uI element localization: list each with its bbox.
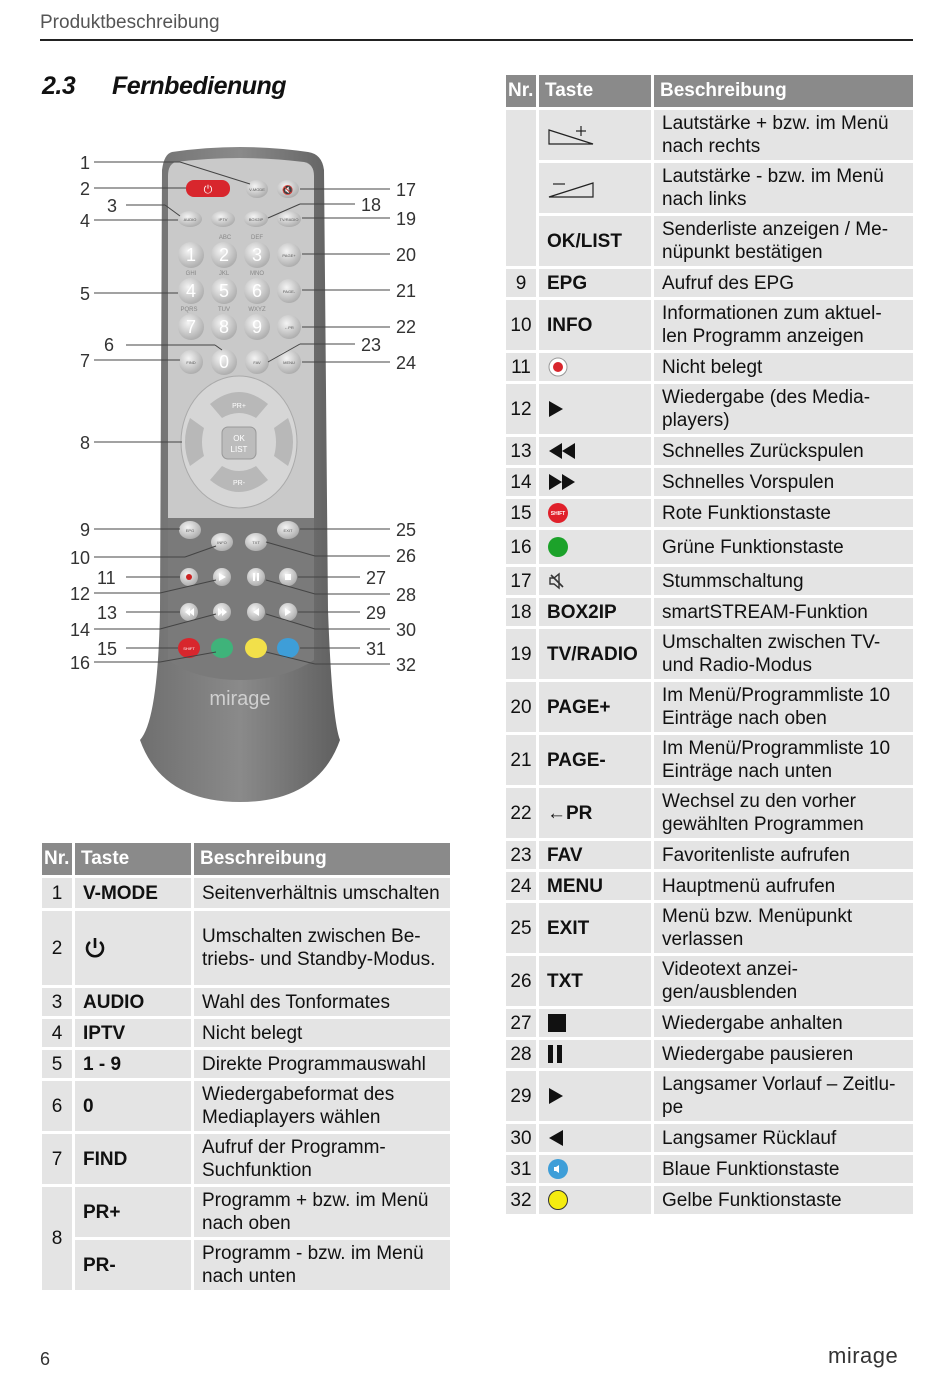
row-key <box>539 437 651 465</box>
callout-27: 27 <box>366 568 387 588</box>
table-row <box>506 629 913 679</box>
find-key[interactable] <box>179 350 203 374</box>
row-nr: 22 <box>506 788 536 838</box>
pr-back-label: ←PR <box>284 325 294 330</box>
callout-20: 20 <box>396 245 417 265</box>
menu-key-label: MENU <box>283 360 295 365</box>
mno-label: MNO <box>250 271 264 277</box>
row-key <box>539 567 651 595</box>
row-desc: Langsamer Vorlauf – Zeitlu-pe <box>654 1071 913 1121</box>
row-desc: Seitenverhältnis umschalten <box>194 878 450 908</box>
row-nr: 13 <box>506 437 536 465</box>
callout-8: 8 <box>80 433 91 453</box>
row-nr: 1 <box>42 878 72 908</box>
table-row <box>42 1019 450 1047</box>
slow-forward-icon <box>547 1086 565 1106</box>
digit-7-label: 7 <box>185 317 197 337</box>
volume-up-icon <box>547 122 599 148</box>
row-key: TV/RADIO <box>539 629 651 679</box>
remote-illustration <box>70 140 430 810</box>
table-row <box>506 468 913 496</box>
box2ip-key-label: BOX2IP <box>248 217 264 222</box>
row-desc: Im Menü/Programmliste 10 Einträge nach oben <box>654 682 913 732</box>
menu-key[interactable] <box>277 350 301 374</box>
table-row <box>506 872 913 900</box>
table-row <box>506 499 913 527</box>
green-dot-icon <box>547 536 569 558</box>
row-desc: Programm + bzw. im Menü nach oben <box>194 1187 450 1237</box>
vmode-key[interactable] <box>246 180 268 198</box>
digit-5-key[interactable] <box>211 278 237 304</box>
digit-9-label: 9 <box>251 317 263 337</box>
callout-18: 18 <box>361 195 382 215</box>
row-nr: 18 <box>506 598 536 626</box>
table-row <box>506 598 913 626</box>
table-row <box>42 1240 450 1290</box>
row-desc: Im Menü/Programmliste 10 Einträge nach unten <box>654 735 913 785</box>
row-desc: Wahl des Tonformates <box>194 988 450 1016</box>
row-key: V-MODE <box>75 878 191 908</box>
row-key: PR+ <box>75 1187 191 1237</box>
row-desc: Nicht belegt <box>654 353 913 381</box>
row-desc: Schnelles Vorspulen <box>654 468 913 496</box>
exit-key-label: EXIT <box>283 528 293 533</box>
row-desc: Wiedergabe pausieren <box>654 1040 913 1068</box>
table-row <box>506 353 913 381</box>
callout-23: 23 <box>361 335 382 355</box>
row-key <box>539 468 651 496</box>
iptv-key[interactable] <box>211 211 235 227</box>
callout-17: 17 <box>396 180 417 200</box>
record-key[interactable] <box>180 568 198 586</box>
record-icon <box>547 356 569 378</box>
callout-22: 22 <box>396 317 417 337</box>
digit-9-key[interactable] <box>244 314 270 340</box>
table-row <box>506 216 913 266</box>
row-nr: 31 <box>506 1155 536 1183</box>
col-header-desc: Beschreibung <box>194 843 450 875</box>
stop-icon <box>547 1013 567 1033</box>
col-header-desc: Beschreibung <box>654 75 913 107</box>
row-key: FAV <box>539 841 651 869</box>
digit-3-key[interactable] <box>244 242 270 268</box>
digit-0-key[interactable] <box>211 349 237 375</box>
table-row <box>506 682 913 732</box>
green-key[interactable] <box>211 638 233 658</box>
row-key <box>539 353 651 381</box>
row-key: PAGE+ <box>539 682 651 732</box>
table-row <box>506 788 913 838</box>
row-nr: 11 <box>506 353 536 381</box>
abc-label: ABC <box>218 235 232 241</box>
ghi-label: GHI <box>185 271 197 277</box>
digit-7-key[interactable] <box>178 314 204 340</box>
row-nr: 12 <box>506 384 536 434</box>
row-key: OK/LIST <box>539 216 651 266</box>
yellow-key[interactable] <box>245 638 267 658</box>
callout-10: 10 <box>70 548 91 568</box>
remote-brand-logo: mirage <box>209 688 271 710</box>
row-desc: Blaue Funktionstaste <box>654 1155 913 1183</box>
row-nr: 8 <box>42 1187 72 1290</box>
row-desc: Aufruf des EPG <box>654 269 913 297</box>
row-key: TXT <box>539 956 651 1006</box>
txt-key-label: TXT <box>252 540 260 545</box>
row-desc: Menü bzw. Menüpunkt verlassen <box>654 903 913 953</box>
callout-12: 12 <box>70 584 91 604</box>
row-nr: 29 <box>506 1071 536 1121</box>
row-desc: Wiedergabe anhalten <box>654 1009 913 1037</box>
table-row <box>506 1009 913 1037</box>
callout-3: 3 <box>107 196 118 216</box>
row-key <box>539 530 651 564</box>
yellow-dot-icon <box>547 1189 569 1211</box>
svg-text:⏻: ⏻ <box>203 184 213 196</box>
digit-3-label: 3 <box>251 245 263 265</box>
table-row <box>506 735 913 785</box>
row-nr: 14 <box>506 468 536 496</box>
row-nr: 16 <box>506 530 536 564</box>
col-header-nr: Nr. <box>506 75 536 107</box>
svg-text:🔇: 🔇 <box>282 185 294 195</box>
play-key[interactable] <box>213 568 231 586</box>
table-row <box>506 530 913 564</box>
def-label: DEF <box>251 235 263 241</box>
slow-reverse-icon <box>547 1128 565 1148</box>
row-desc: Nicht belegt <box>194 1019 450 1047</box>
row-key: EPG <box>539 269 651 297</box>
exit-key[interactable] <box>277 521 299 539</box>
row-nr: 17 <box>506 567 536 595</box>
row-desc: Direkte Programmauswahl <box>194 1050 450 1078</box>
table-header-row <box>42 843 450 875</box>
table-row <box>42 911 450 985</box>
row-nr: 6 <box>42 1081 72 1131</box>
row-key: 0 <box>75 1081 191 1131</box>
callout-28: 28 <box>396 585 417 605</box>
pqrs-label: PQRS <box>180 307 198 313</box>
table-row <box>506 903 913 953</box>
table-row <box>506 300 913 350</box>
pause-key[interactable] <box>247 568 265 586</box>
header-rule <box>40 39 913 41</box>
key-table-left <box>39 840 453 1293</box>
table-row <box>42 1134 450 1184</box>
pr-back-key[interactable] <box>277 315 301 339</box>
callout-19: 19 <box>396 209 417 229</box>
table-row <box>42 878 450 908</box>
digit-1-key[interactable] <box>178 242 204 268</box>
slow-reverse-key[interactable] <box>247 603 265 621</box>
digit-2-key[interactable] <box>211 242 237 268</box>
row-desc: Wechsel zu den vorher gewählten Programmen <box>654 788 913 838</box>
row-nr: 27 <box>506 1009 536 1037</box>
row-key <box>539 1009 651 1037</box>
digit-6-key[interactable] <box>244 278 270 304</box>
table-row <box>506 1186 913 1214</box>
volume-down-icon <box>547 175 599 201</box>
row-nr: 26 <box>506 956 536 1006</box>
row-key: BOX2IP <box>539 598 651 626</box>
row-nr: 32 <box>506 1186 536 1214</box>
page-minus-key[interactable] <box>277 279 301 303</box>
play-icon <box>547 399 565 419</box>
callout-9: 9 <box>80 520 91 540</box>
row-nr: 15 <box>506 499 536 527</box>
table-row <box>506 269 913 297</box>
rewind-key[interactable] <box>180 603 198 621</box>
row-nr: 20 <box>506 682 536 732</box>
callout-32: 32 <box>396 655 417 675</box>
callout-5: 5 <box>80 284 91 304</box>
fast-forward-key[interactable] <box>213 603 231 621</box>
ok-list-key[interactable] <box>222 427 256 459</box>
section-heading <box>42 72 286 101</box>
tuv-label: TUV <box>218 307 230 313</box>
row-key <box>539 163 651 213</box>
ok-key-label: OK <box>233 434 245 443</box>
running-header: Produktbeschreibung <box>40 12 220 33</box>
row-key: ←PR <box>539 788 651 838</box>
callout-11: 11 <box>97 568 116 588</box>
callout-16: 16 <box>70 653 91 673</box>
fast-forward-icon <box>547 472 577 492</box>
callout-15: 15 <box>97 639 118 659</box>
row-desc: Aufruf der Programm-Suchfunktion <box>194 1134 450 1184</box>
row-nr <box>506 110 536 266</box>
power-icon <box>83 936 107 960</box>
table-row <box>506 567 913 595</box>
col-header-nr: Nr. <box>42 843 72 875</box>
row-nr: 4 <box>42 1019 72 1047</box>
row-key <box>539 1124 651 1152</box>
section-number: 2.3 <box>42 72 76 100</box>
callout-1: 1 <box>80 153 91 173</box>
table-row <box>506 1155 913 1183</box>
row-key: EXIT <box>539 903 651 953</box>
digit-4-label: 4 <box>185 281 197 301</box>
row-key <box>539 1155 651 1183</box>
info-key-label: INFO <box>217 540 227 545</box>
row-key: MENU <box>539 872 651 900</box>
row-key <box>75 911 191 985</box>
brand-logo: mirage <box>828 1343 899 1368</box>
row-nr: 30 <box>506 1124 536 1152</box>
row-nr: 23 <box>506 841 536 869</box>
digit-0-label: 0 <box>218 352 230 372</box>
digit-8-key[interactable] <box>211 314 237 340</box>
navigation-cluster <box>181 376 297 508</box>
row-desc: Informationen zum aktuel-len Programm anzeigen <box>654 300 913 350</box>
digit-4-key[interactable] <box>178 278 204 304</box>
callout-24: 24 <box>396 353 417 373</box>
row-desc: Grüne Funktionstaste <box>654 530 913 564</box>
fav-key-label: FAV <box>253 360 261 365</box>
mute-icon <box>547 571 567 591</box>
row-nr: 7 <box>42 1134 72 1184</box>
callout-14: 14 <box>70 620 91 640</box>
row-nr: 5 <box>42 1050 72 1078</box>
stop-key[interactable] <box>279 568 297 586</box>
row-desc: Programm - bzw. im Menü nach unten <box>194 1240 450 1290</box>
fav-key[interactable] <box>245 350 269 374</box>
vmode-key-label: V-MODE <box>249 187 265 192</box>
row-desc: Stummschaltung <box>654 567 913 595</box>
table-row <box>506 163 913 213</box>
pr-plus-label: PR+ <box>232 403 246 410</box>
jkl-label: JKL <box>218 271 230 277</box>
table-row <box>506 956 913 1006</box>
callout-30: 30 <box>396 620 417 640</box>
table-row <box>42 1187 450 1237</box>
row-nr: 25 <box>506 903 536 953</box>
page-minus-label: PAGE- <box>282 289 296 294</box>
blue-button-icon <box>547 1158 569 1180</box>
callout-26: 26 <box>396 546 417 566</box>
mute-key[interactable] <box>277 180 299 198</box>
table-row <box>506 437 913 465</box>
row-desc: Wiedergabeformat des Mediaplayers wählen <box>194 1081 450 1131</box>
table-row <box>506 1071 913 1121</box>
row-nr: 10 <box>506 300 536 350</box>
callout-6: 6 <box>104 335 115 355</box>
row-desc: Wiedergabe (des Media-players) <box>654 384 913 434</box>
table-row <box>42 1081 450 1131</box>
callout-2: 2 <box>80 179 91 199</box>
digit-8-label: 8 <box>218 317 230 337</box>
table-row <box>42 988 450 1016</box>
row-key: 1 - 9 <box>75 1050 191 1078</box>
digit-5-label: 5 <box>218 281 230 301</box>
row-key: IPTV <box>75 1019 191 1047</box>
table-row <box>506 841 913 869</box>
row-desc: Langsamer Rücklauf <box>654 1124 913 1152</box>
epg-key[interactable] <box>179 521 201 539</box>
row-desc: Umschalten zwischen TV-und Radio-Modus <box>654 629 913 679</box>
digit-2-label: 2 <box>218 245 230 265</box>
row-nr: 3 <box>42 988 72 1016</box>
red-shift-icon-label: SHIFT <box>550 511 566 518</box>
row-nr: 9 <box>506 269 536 297</box>
row-nr: 2 <box>42 911 72 985</box>
rewind-icon <box>547 441 577 461</box>
row-key: INFO <box>539 300 651 350</box>
callout-4: 4 <box>80 211 91 231</box>
audio-key[interactable] <box>178 211 202 227</box>
row-desc: Lautstärke - bzw. im Menü nach links <box>654 163 913 213</box>
table-row <box>506 1124 913 1152</box>
callout-29: 29 <box>366 603 387 623</box>
table-row <box>42 1050 450 1078</box>
row-desc: Senderliste anzeigen / Me-nüpunkt bestätigen <box>654 216 913 266</box>
callout-7: 7 <box>80 351 91 371</box>
page-plus-label: PAGE+ <box>282 253 296 258</box>
box2ip-key[interactable] <box>244 211 268 227</box>
callout-13: 13 <box>97 603 118 623</box>
list-key-label: LIST <box>230 445 248 454</box>
row-nr: 28 <box>506 1040 536 1068</box>
row-nr: 19 <box>506 629 536 679</box>
row-key <box>539 384 651 434</box>
table-row <box>506 1040 913 1068</box>
row-key <box>539 1071 651 1121</box>
col-header-key: Taste <box>75 843 191 875</box>
row-key <box>539 110 651 160</box>
info-key[interactable] <box>211 533 233 551</box>
section-title: Fernbedienung <box>112 72 287 100</box>
row-desc: Rote Funktionstaste <box>654 499 913 527</box>
row-key <box>539 499 651 527</box>
row-nr: 24 <box>506 872 536 900</box>
row-desc: Favoritenliste aufrufen <box>654 841 913 869</box>
row-desc: Gelbe Funktionstaste <box>654 1186 913 1214</box>
pause-icon <box>547 1044 565 1064</box>
row-desc: Videotext anzei-gen/ausblenden <box>654 956 913 1006</box>
red-shift-icon <box>547 502 569 524</box>
row-key: AUDIO <box>75 988 191 1016</box>
row-key <box>539 1040 651 1068</box>
row-key <box>539 1186 651 1214</box>
digit-1-label: 1 <box>185 245 197 265</box>
row-desc: smartSTREAM-Funktion <box>654 598 913 626</box>
red-key-label: SHIFT <box>183 646 195 651</box>
audio-key-label: AUDIO <box>183 217 197 222</box>
key-table-right <box>503 72 916 1217</box>
table-row <box>506 110 913 160</box>
callout-21: 21 <box>396 281 417 301</box>
row-key: PR- <box>75 1240 191 1290</box>
table-header-row <box>506 75 913 107</box>
pr-minus-label: PR- <box>232 480 246 487</box>
table-row <box>506 384 913 434</box>
power-key[interactable] <box>186 180 230 197</box>
page-number: 6 <box>40 1349 51 1369</box>
tvradio-key[interactable] <box>277 211 301 227</box>
row-nr: 21 <box>506 735 536 785</box>
iptv-key-label: IPTV <box>218 217 228 222</box>
callout-25: 25 <box>396 520 417 540</box>
txt-key[interactable] <box>245 533 267 551</box>
tvradio-key-label: TV/RADIO <box>279 217 299 222</box>
row-desc: Hauptmenü aufrufen <box>654 872 913 900</box>
row-desc: Umschalten zwischen Be-triebs- und Standby-Modus. <box>194 911 450 985</box>
row-desc: Lautstärke + bzw. im Menü nach rechts <box>654 110 913 160</box>
row-key: PAGE- <box>539 735 651 785</box>
page-plus-key[interactable] <box>277 243 301 267</box>
epg-key-label: EPG <box>185 528 195 533</box>
wxyz-label: WXYZ <box>248 307 266 313</box>
col-header-key: Taste <box>539 75 651 107</box>
find-key-label: FIND <box>186 360 196 365</box>
digit-6-label: 6 <box>251 281 263 301</box>
row-desc: Schnelles Zurückspulen <box>654 437 913 465</box>
row-key: FIND <box>75 1134 191 1184</box>
callout-31: 31 <box>366 639 387 659</box>
